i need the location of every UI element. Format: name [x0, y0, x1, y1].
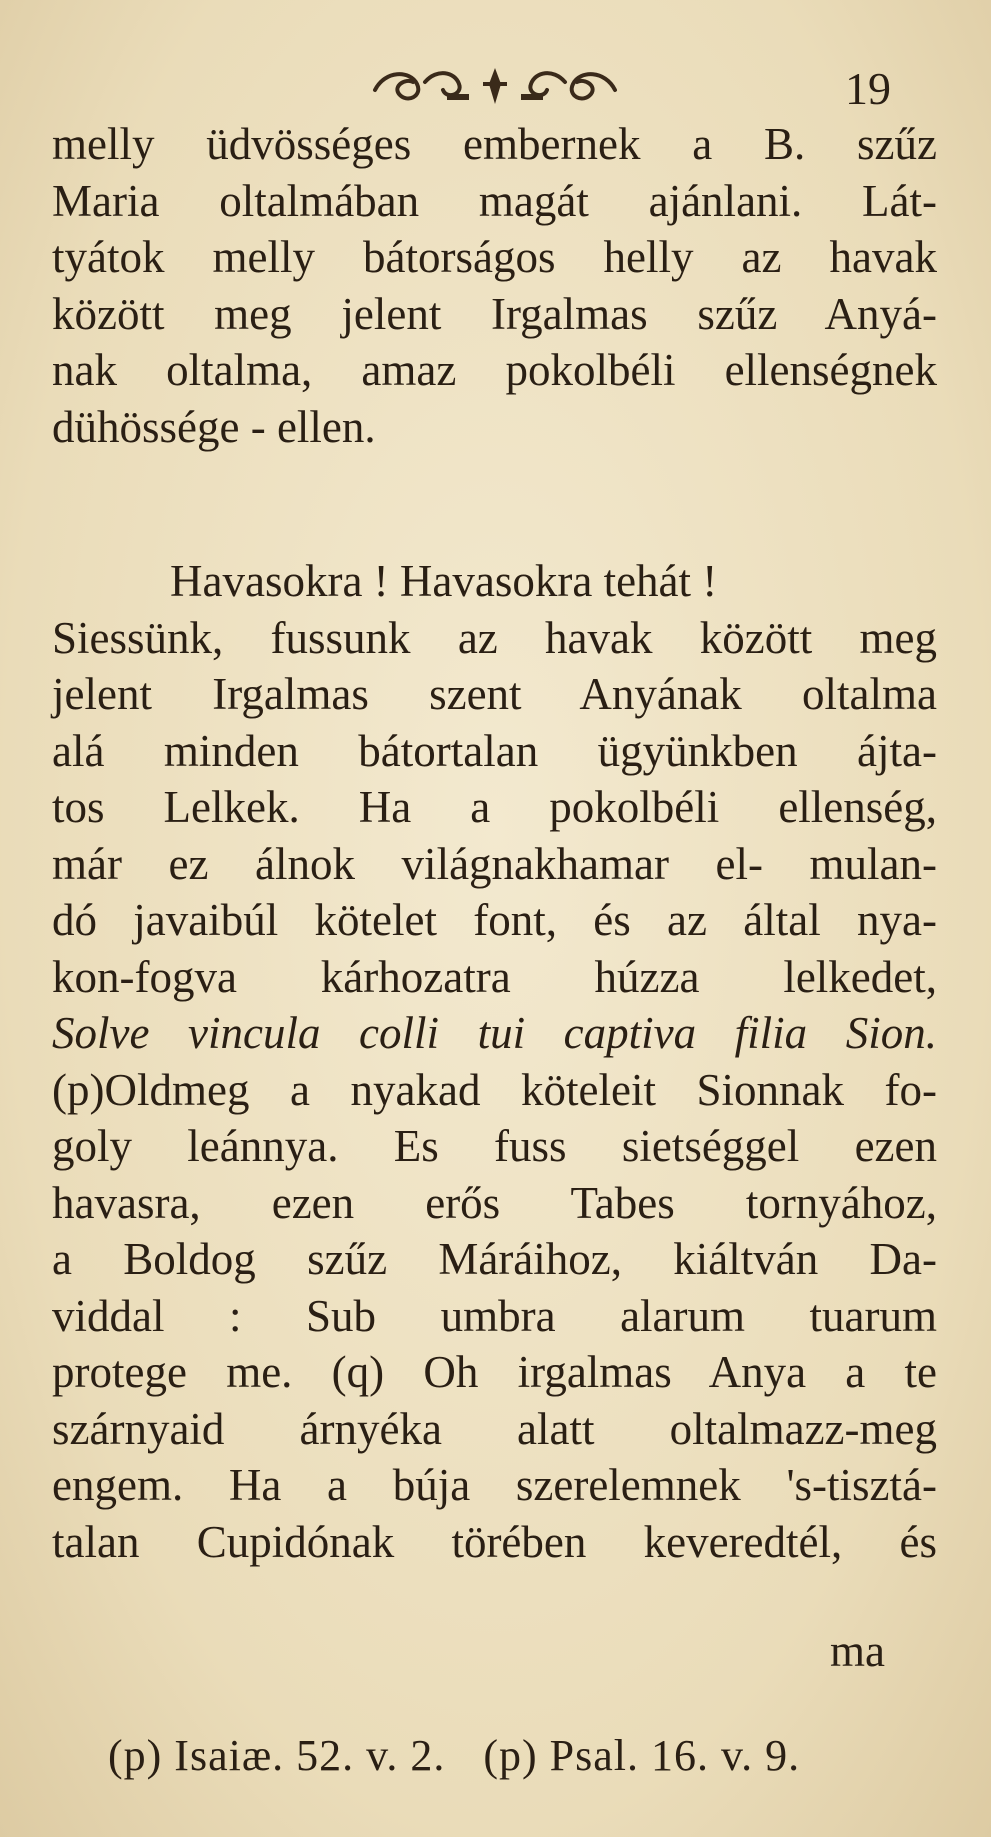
text-line: havasra, ezen erős Tabes tornyához,	[52, 1177, 937, 1228]
text-line: tos Lelkek. Ha a pokolbéli ellenség,	[52, 782, 937, 832]
footnotes	[108, 1730, 800, 1781]
text-line: jelent Irgalmas szent Anyának oltalma	[52, 669, 937, 719]
text-line: Maria oltalmában magát ajánlani. Lát-	[52, 175, 937, 226]
text-line: goly leánnya. Es fuss sietséggel ezen	[52, 1121, 937, 1171]
text-line: melly üdvösséges embernek a B. szűz	[52, 119, 937, 169]
text-line: dühössége - ellen.	[52, 401, 376, 452]
text-line: már ez álnok világnakhamar el- mulan-	[52, 838, 937, 889]
text-line: viddal : Sub umbra alarum tuarum	[52, 1290, 937, 1341]
text-line: dó javaibúl kötelet font, és az által nya-	[52, 895, 937, 945]
text-line: nak oltalma, amaz pokolbéli ellenségnek	[52, 345, 937, 395]
footnote: (p) Isaiæ. 52. v. 2.	[108, 1731, 446, 1780]
text-line: Havasokra ! Havasokra tehát !	[170, 556, 718, 606]
text-line: szárnyaid árnyéka alatt oltalmazz-meg	[52, 1403, 937, 1454]
text-line: tyátok melly bátorságos helly az havak	[52, 232, 937, 282]
text-line: kon-fogva kárhozatra húzza lelkedet,	[52, 951, 937, 1002]
text-line: alá minden bátortalan ügyünkben ájta-	[52, 725, 937, 776]
paragraph-gap	[52, 455, 937, 553]
text-line: engem. Ha a búja szerelemnek 's-tisztá-	[52, 1460, 937, 1510]
footnote: (p) Psal. 16. v. 9.	[483, 1731, 801, 1780]
catchword: ma	[830, 1626, 885, 1676]
text-line: (p)Oldmeg a nyakad köteleit Sionnak fo-	[52, 1064, 937, 1115]
text-line: talan Cupidónak törében keveredtél, és	[52, 1516, 937, 1567]
page-number: 19	[845, 63, 891, 114]
text-line: között meg jelent Irgalmas szűz Anyá-	[52, 288, 937, 339]
body-text	[52, 116, 937, 1570]
text-line: a Boldog szűz Máráihoz, kiáltván Da-	[52, 1234, 937, 1284]
text-line: Siessünk, fussunk az havak között meg	[52, 612, 937, 663]
latin-quote-line: Solve vincula colli tui captiva filia Sion.	[52, 1008, 937, 1058]
text-line: protege me. (q) Oh irgalmas Anya a te	[52, 1347, 937, 1397]
fleuron-ornament-icon	[355, 60, 635, 112]
